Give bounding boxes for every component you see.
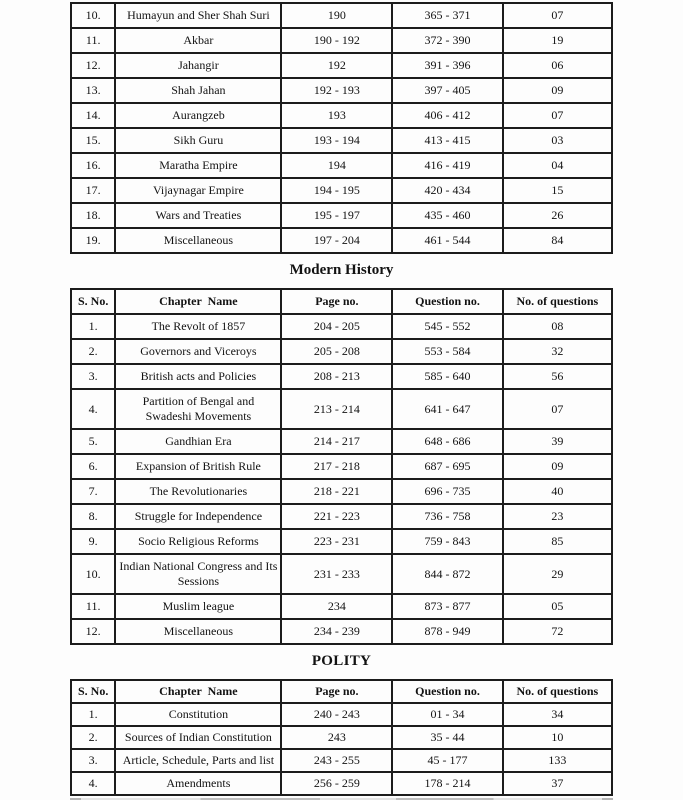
table-cell: 194	[281, 153, 392, 178]
table-cell: 133	[503, 749, 612, 772]
table-cell: 4.	[71, 772, 115, 795]
polity-table	[70, 679, 613, 796]
table-cell: 234	[281, 594, 392, 619]
table-cell: 7.	[71, 479, 115, 504]
table-row	[71, 429, 612, 454]
table-cell: Wars and Treaties	[115, 203, 281, 228]
table-cell: 844 - 872	[392, 554, 502, 594]
polity-table-body	[71, 703, 612, 795]
table-cell: 35 - 44	[392, 726, 502, 749]
table-cell: 397 - 405	[392, 78, 502, 103]
table-row	[71, 53, 612, 78]
table-cell: 56	[503, 364, 612, 389]
table-cell: 04	[503, 153, 612, 178]
table-row	[71, 772, 612, 795]
column-header: S. No.	[71, 680, 115, 703]
table-cell: 19.	[71, 228, 115, 253]
table-cell: 3.	[71, 749, 115, 772]
table-cell: 178 - 214	[392, 772, 502, 795]
table-cell: 3.	[71, 364, 115, 389]
table-cell: 09	[503, 78, 612, 103]
table-cell: 197 - 204	[281, 228, 392, 253]
table-cell: Partition of Bengal and Swadeshi Movements	[115, 389, 281, 429]
table-cell: Governors and Viceroys	[115, 339, 281, 364]
table-cell: 204 - 205	[281, 314, 392, 339]
table-cell: 208 - 213	[281, 364, 392, 389]
table-cell: 15	[503, 178, 612, 203]
table-row	[71, 749, 612, 772]
table-cell: 05	[503, 594, 612, 619]
table-cell: 243	[281, 726, 392, 749]
table-cell: Miscellaneous	[115, 228, 281, 253]
table-row	[71, 703, 612, 726]
table-cell: Akbar	[115, 28, 281, 53]
table-cell: 435 - 460	[392, 203, 502, 228]
table-section-medieval-history-continued	[70, 2, 683, 254]
table-section-modern-history	[70, 288, 683, 645]
table-cell: 10.	[71, 3, 115, 28]
table-cell: Vijaynagar Empire	[115, 178, 281, 203]
table-cell: 416 - 419	[392, 153, 502, 178]
table-cell: 420 - 434	[392, 178, 502, 203]
table-cell: 40	[503, 479, 612, 504]
table-cell: 193	[281, 103, 392, 128]
table-cell: 878 - 949	[392, 619, 502, 644]
table-cell: Socio Religious Reforms	[115, 529, 281, 554]
table-row	[71, 594, 612, 619]
table-cell: 648 - 686	[392, 429, 502, 454]
table-cell: 09	[503, 454, 612, 479]
column-header: Chapter Name	[115, 289, 281, 314]
table-cell: 32	[503, 339, 612, 364]
table-cell: 2.	[71, 339, 115, 364]
table-cell: 223 - 231	[281, 529, 392, 554]
polity-table-header	[71, 680, 612, 703]
table-cell: Aurangzeb	[115, 103, 281, 128]
table-cell: 190 - 192	[281, 28, 392, 53]
column-header: No. of questions	[503, 680, 612, 703]
table-cell: Struggle for Independence	[115, 504, 281, 529]
table-row	[71, 103, 612, 128]
table-row	[71, 128, 612, 153]
table-cell: 1.	[71, 703, 115, 726]
table-cell: 696 - 735	[392, 479, 502, 504]
table-cell: 07	[503, 103, 612, 128]
table-cell: 72	[503, 619, 612, 644]
table-cell: 413 - 415	[392, 128, 502, 153]
table-cell: Humayun and Sher Shah Suri	[115, 3, 281, 28]
table-cell: 06	[503, 53, 612, 78]
table-cell: 1.	[71, 314, 115, 339]
table-row	[71, 339, 612, 364]
section-heading-modern-history: Modern History	[289, 262, 394, 278]
modern-history-table	[70, 288, 613, 645]
table-cell: 26	[503, 203, 612, 228]
table-cell: Sources of Indian Constitution	[115, 726, 281, 749]
table-cell: 365 - 371	[392, 3, 502, 28]
table-cell: 194 - 195	[281, 178, 392, 203]
table-cell: 10.	[71, 554, 115, 594]
table-row	[71, 364, 612, 389]
table-cell: Shah Jahan	[115, 78, 281, 103]
table-cell: 736 - 758	[392, 504, 502, 529]
table-cell: 873 - 877	[392, 594, 502, 619]
table-cell: 07	[503, 3, 612, 28]
table-cell: 2.	[71, 726, 115, 749]
table-section-polity	[70, 679, 683, 796]
table-cell: 5.	[71, 429, 115, 454]
table-cell: 192	[281, 53, 392, 78]
table-cell: 16.	[71, 153, 115, 178]
medieval-history-table-body	[71, 3, 612, 253]
table-cell: Miscellaneous	[115, 619, 281, 644]
table-cell: 192 - 193	[281, 78, 392, 103]
table-cell: 11.	[71, 594, 115, 619]
table-cell: 13.	[71, 78, 115, 103]
column-header: Question no.	[392, 680, 502, 703]
table-cell: 9.	[71, 529, 115, 554]
table-cell: 256 - 259	[281, 772, 392, 795]
table-cell: 23	[503, 504, 612, 529]
table-cell: 12.	[71, 53, 115, 78]
table-cell: 243 - 255	[281, 749, 392, 772]
table-cell: 205 - 208	[281, 339, 392, 364]
column-header: S. No.	[71, 289, 115, 314]
table-cell: 45 - 177	[392, 749, 502, 772]
table-cell: The Revolutionaries	[115, 479, 281, 504]
table-cell: Article, Schedule, Parts and list	[115, 749, 281, 772]
table-row	[71, 726, 612, 749]
table-cell: 193 - 194	[281, 128, 392, 153]
column-header: No. of questions	[503, 289, 612, 314]
table-cell: 85	[503, 529, 612, 554]
table-cell: 14.	[71, 103, 115, 128]
table-cell: 07	[503, 389, 612, 429]
table-cell: Muslim league	[115, 594, 281, 619]
table-cell: 17.	[71, 178, 115, 203]
table-cell: 461 - 544	[392, 228, 502, 253]
table-cell: Sikh Guru	[115, 128, 281, 153]
table-cell: 11.	[71, 28, 115, 53]
table-cell: 84	[503, 228, 612, 253]
table-cell: 553 - 584	[392, 339, 502, 364]
column-header: Question no.	[392, 289, 502, 314]
table-cell: 01 - 34	[392, 703, 502, 726]
table-row	[71, 454, 612, 479]
table-cell: 217 - 218	[281, 454, 392, 479]
table-cell: 234 - 239	[281, 619, 392, 644]
table-cell: 29	[503, 554, 612, 594]
table-cell: 406 - 412	[392, 103, 502, 128]
table-row	[71, 554, 612, 594]
table-cell: 37	[503, 772, 612, 795]
table-row	[71, 479, 612, 504]
table-row	[71, 619, 612, 644]
table-cell: 03	[503, 128, 612, 153]
table-cell: 190	[281, 3, 392, 28]
table-cell: Expansion of British Rule	[115, 454, 281, 479]
table-cell: 687 - 695	[392, 454, 502, 479]
table-cell: 18.	[71, 203, 115, 228]
table-cell: 4.	[71, 389, 115, 429]
table-cell: 15.	[71, 128, 115, 153]
table-row	[71, 178, 612, 203]
section-heading-polity: POLITY	[311, 653, 372, 669]
modern-history-table-header	[71, 289, 612, 314]
column-header: Page no.	[281, 289, 392, 314]
table-cell: 12.	[71, 619, 115, 644]
table-cell: 759 - 843	[392, 529, 502, 554]
table-cell: 641 - 647	[392, 389, 502, 429]
table-cell: 19	[503, 28, 612, 53]
table-cell: Maratha Empire	[115, 153, 281, 178]
table-cell: Amendments	[115, 772, 281, 795]
modern-history-table-body	[71, 314, 612, 644]
column-header: Chapter Name	[115, 680, 281, 703]
table-row	[71, 3, 612, 28]
table-cell: The Revolt of 1857	[115, 314, 281, 339]
table-cell: 221 - 223	[281, 504, 392, 529]
table-cell: 585 - 640	[392, 364, 502, 389]
table-cell: Constitution	[115, 703, 281, 726]
table-cell: 39	[503, 429, 612, 454]
table-row	[71, 28, 612, 53]
column-header: Page no.	[281, 680, 392, 703]
table-cell: 6.	[71, 454, 115, 479]
table-cell: 213 - 214	[281, 389, 392, 429]
table-cell: Gandhian Era	[115, 429, 281, 454]
table-cell: 34	[503, 703, 612, 726]
table-cell: 391 - 396	[392, 53, 502, 78]
table-row	[71, 314, 612, 339]
table-cell: 8.	[71, 504, 115, 529]
table-cell: Jahangir	[115, 53, 281, 78]
medieval-history-table	[70, 2, 613, 254]
table-cell: 240 - 243	[281, 703, 392, 726]
table-cell: 214 - 217	[281, 429, 392, 454]
table-row	[71, 504, 612, 529]
table-cell: 08	[503, 314, 612, 339]
table-row	[71, 389, 612, 429]
table-cell: Indian National Congress and Its Sessions	[115, 554, 281, 594]
table-row	[71, 78, 612, 103]
table-cell: 195 - 197	[281, 203, 392, 228]
table-cell: British acts and Policies	[115, 364, 281, 389]
table-cell: 10	[503, 726, 612, 749]
table-row	[71, 153, 612, 178]
table-row	[71, 228, 612, 253]
table-cell: 231 - 233	[281, 554, 392, 594]
table-cell: 372 - 390	[392, 28, 502, 53]
table-row	[71, 203, 612, 228]
table-cell: 545 - 552	[392, 314, 502, 339]
table-cell: 218 - 221	[281, 479, 392, 504]
table-row	[71, 529, 612, 554]
